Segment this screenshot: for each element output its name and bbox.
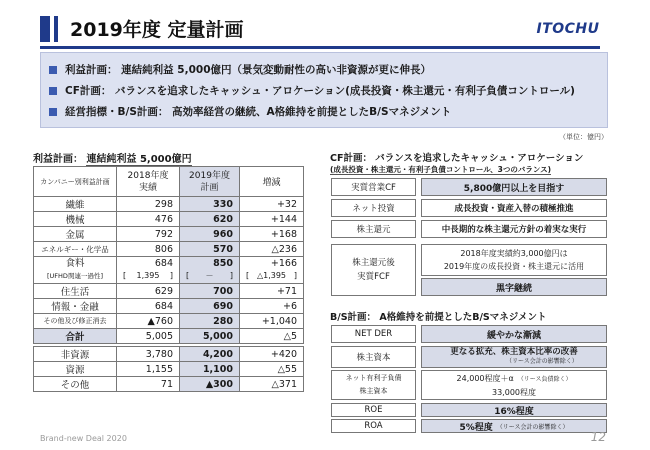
header-company: カンパニー別利益計画 [34,167,117,197]
itochu-logo: ITOCHU [536,21,600,37]
bs-debt-label: ネット有利子負債 株主資本 [331,370,416,400]
bs-roa-label: ROA [331,419,416,433]
bs-roe-value: 16%程度 [421,403,607,417]
table-row: 機械 476 620 +144 [34,212,304,227]
cf-operating-value: 5,800億円以上を目指す [421,178,607,196]
table-row: 非資源 3,780 4,200 +420 [34,347,304,362]
profit-plan-table [33,166,304,392]
table-row: その他 71 ▲300 △371 [34,377,304,392]
table-row: 住生活 629 700 +71 [34,284,304,299]
header-fy2018: 2018年度 実績 [117,167,180,197]
bs-equity-value: 更なる拡充、株主資本比率の改善 （リース会計の影響除く） [421,346,607,368]
summary-item: CF計画： バランスを追求したキャッシュ・アロケーション(成長投資・株主還元・有利子負債コントロール) [49,80,599,101]
header-fy2019: 2019年度 計画 [180,167,240,197]
header-accent-bar [40,16,50,42]
table-row: 金属 792 960 +168 [34,227,304,242]
square-bullet-icon [49,66,57,74]
slide-header [40,12,600,46]
table-row: 資源 1,155 1,100 △55 [34,362,304,377]
bs-debt-value: 24,000程度＋α （リース負債除く） 33,000程度 [421,370,607,400]
cf-return-value: 中長期的な株主還元方針の着実な実行 [421,220,607,238]
cf-return-label: 株主還元 [331,220,416,238]
unit-label: （単位：億円） [559,133,608,141]
table-row-food: 食料 [UFHD関連一過性] 684 [ 1,395 ] 850 [ － ] +166 [ △1,395 ] [34,257,304,284]
header-rule [40,46,600,49]
table-row-total: 合計 5,005 5,000 △5 [34,329,304,344]
cf-operating-label: 実質営業CF [331,178,416,196]
summary-item: 利益計画： 連結純利益 5,000億円（景気変動耐性の高い非資源が更に伸長） [49,59,599,80]
summary-box [40,52,608,128]
bs-plan-title: B/S計画： A格維持を前提としたB/Sマネジメント [330,312,547,323]
table-header-row [34,167,304,197]
footer-brand: Brand-new Deal 2020 [40,434,127,443]
page-number: 12 [590,430,606,444]
cf-investment-label: ネット投資 [331,199,416,217]
square-bullet-icon [49,87,57,95]
bs-der-value: 緩やかな漸減 [421,325,607,343]
table-row: その他及び修正消去 ▲760 280 +1,040 [34,314,304,329]
cf-investment-value: 成長投資・資産入替の積極推進 [421,199,607,217]
bs-roa-value: 5%程度 （リース会計の影響除く） [421,419,607,433]
cf-plan-title: CF計画： バランスを追求したキャッシュ・アロケーション [330,153,584,164]
cf-plan-subtitle: (成長投資・株主還元・有利子負債コントロール、3つのバランス) [330,165,552,174]
cf-fcf-label: 株主還元後 実質FCF [331,244,416,296]
bs-roe-label: ROE [331,403,416,417]
table-row: 情報・金融 684 690 +6 [34,299,304,314]
bs-equity-label: 株主資本 [331,346,416,368]
header-diff: 増減 [240,167,304,197]
profit-plan-title: 利益計画： 連結純利益 5,000億円 [33,154,192,165]
cf-fcf-value: 黒字継続 [421,278,607,296]
table-row: 繊維 298 330 +32 [34,197,304,212]
square-bullet-icon [49,108,57,116]
page-title: 2019年度 定量計画 [70,19,244,41]
cf-fcf-note: 2018年度実績約3,000億円は 2019年度の成長投資・株主還元に活用 [421,244,607,276]
summary-item: 経営指標・B/S計画： 高効率経営の継続、A格維持を前提としたB/Sマネジメント [49,101,599,122]
bs-der-label: NET DER [331,325,416,343]
header-accent-bar-thin [54,16,58,42]
table-row: エネルギー・化学品 806 570 △236 [34,242,304,257]
